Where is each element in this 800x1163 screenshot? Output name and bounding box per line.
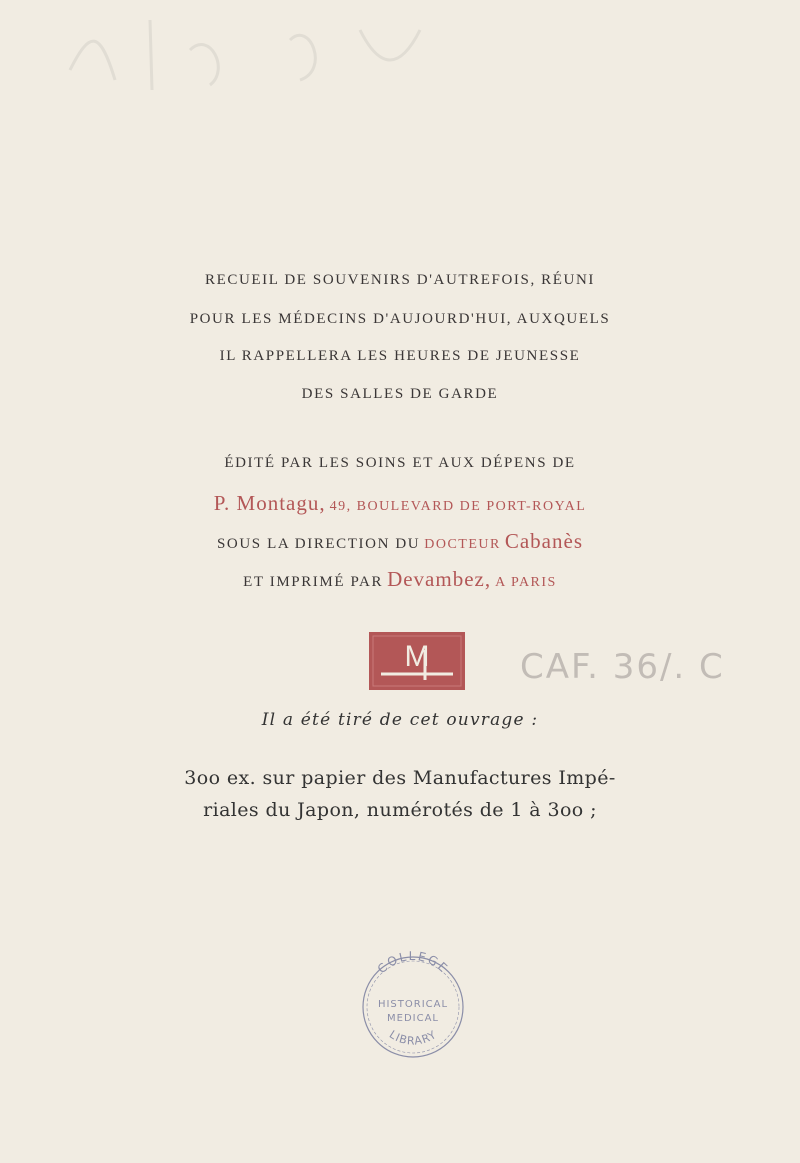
header-line-4: DES SALLES DE GARDE xyxy=(301,386,499,402)
header-line-1: RECUEIL DE SOUVENIRS D'AUTREFOIS, RÉUNI xyxy=(205,272,595,288)
publisher-address: 49, BOULEVARD DE PORT-ROYAL xyxy=(329,499,587,514)
doctor-label: DOCTEUR xyxy=(424,537,501,552)
doctor-name: Cabanès xyxy=(504,529,584,553)
printed-by-label: ET IMPRIMÉ PAR xyxy=(243,574,384,590)
stamp-top-text: COLLEGE xyxy=(374,948,452,977)
header-line-2: POUR LES MÉDECINS D'AUJOURD'HUI, AUXQUELS xyxy=(189,311,611,327)
direction-label: SOUS LA DIRECTION DU xyxy=(216,536,421,552)
pencil-note-text: CAF. 36/. C xyxy=(520,647,725,687)
stamp-line-2: MEDICAL xyxy=(387,1013,439,1024)
imprint-line-4 xyxy=(0,567,800,592)
stamp-bottom-text: LIBRARY xyxy=(386,1027,440,1048)
show-through-marks xyxy=(60,10,480,100)
svg-text:COLLEGE xyxy=(375,949,452,976)
printer-city: A PARIS xyxy=(495,575,557,590)
imprint-line-2 xyxy=(0,491,800,516)
imprint-line-1: ÉDITÉ PAR LES SOINS ET AUX DÉPENS DE xyxy=(224,455,576,471)
edition-line-1: 3oo ex. sur papier des Manufactures Impé- xyxy=(184,767,616,789)
imprint-line-3 xyxy=(0,529,800,554)
pencil-annotation xyxy=(520,638,725,694)
printer-name: Devambez, xyxy=(387,567,492,591)
publisher-mark-icon xyxy=(367,630,467,692)
publisher-mark-letter: M xyxy=(404,640,430,673)
stamp-line-1: HISTORICAL xyxy=(377,999,449,1010)
header-line-3: IL RAPPELLERA LES HEURES DE JEUNESSE xyxy=(219,348,581,364)
edition-intro: Il a été tiré de cet ouvrage : xyxy=(261,710,539,730)
svg-text:LIBRARY xyxy=(387,1028,439,1048)
publisher-name: P. Montagu, xyxy=(213,491,326,515)
edition-line-2: riales du Japon, numérotés de 1 à 3oo ; xyxy=(203,799,597,821)
library-stamp-icon xyxy=(353,945,473,1065)
